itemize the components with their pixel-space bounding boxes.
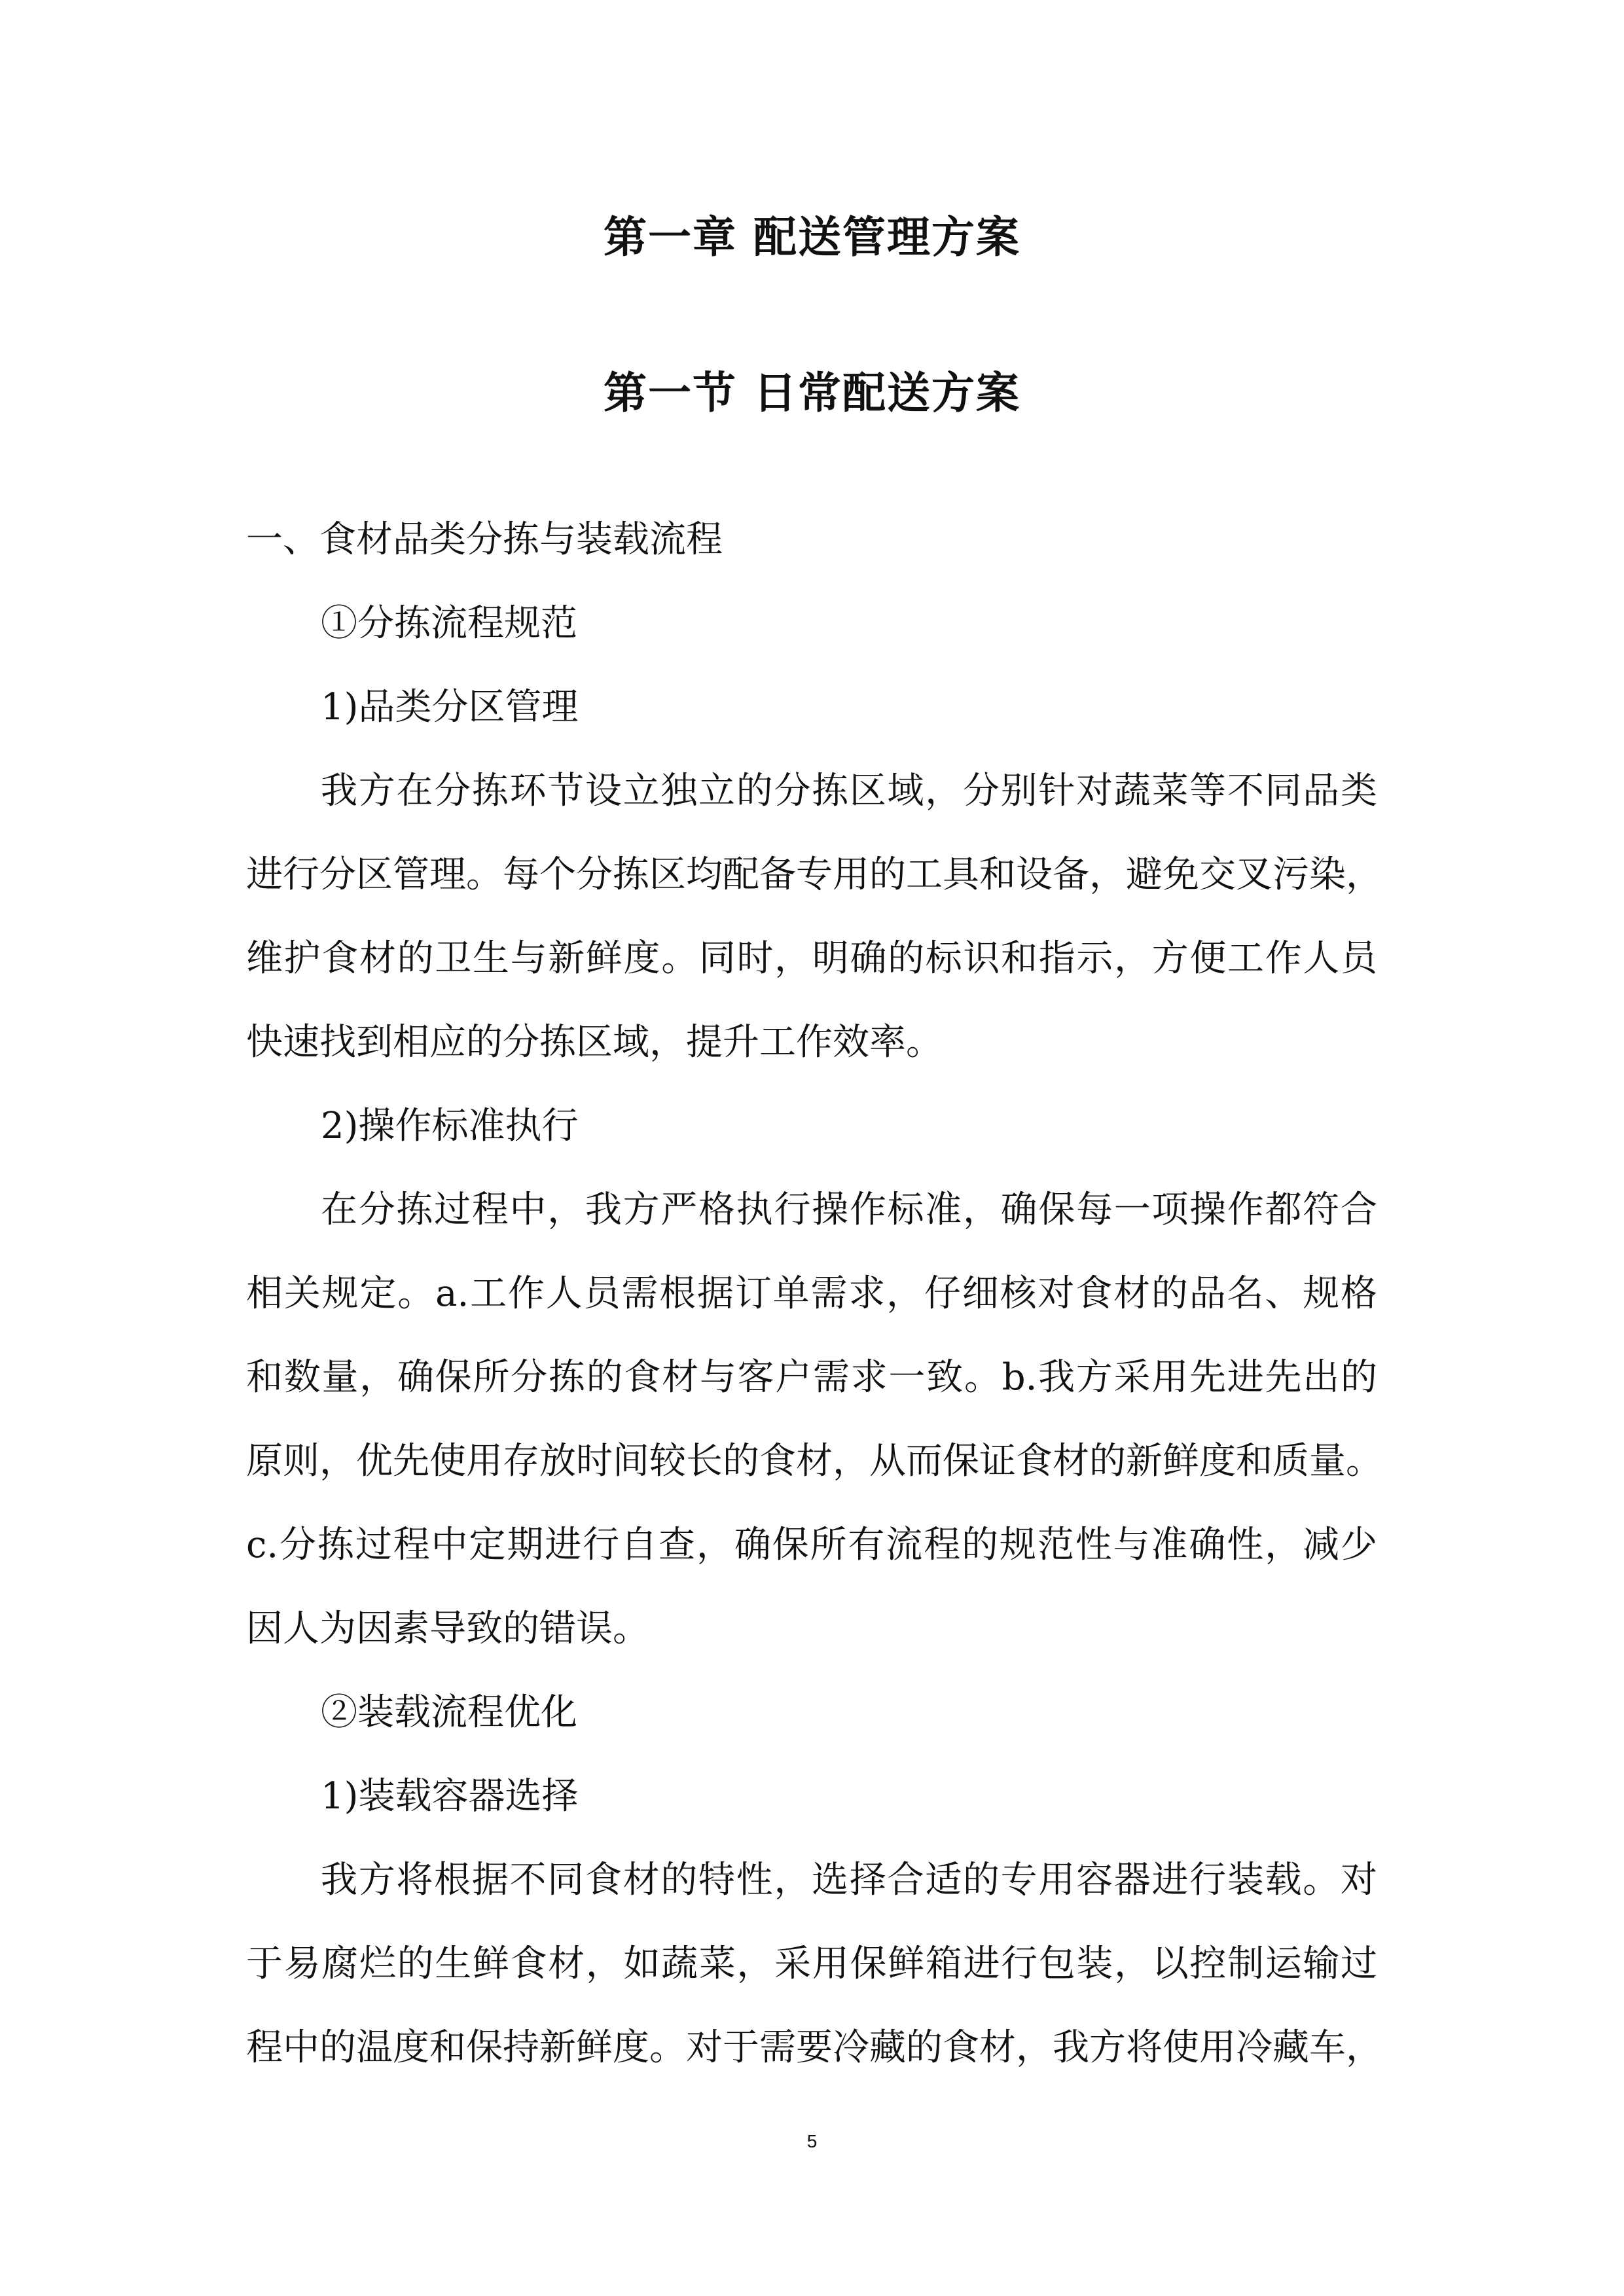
heading-level-3: 1)品类分区管理 bbox=[321, 686, 579, 728]
paragraph-line: 于易腐烂的生鲜食材，如蔬菜，采用保鲜箱进行包装，以控制运输过 bbox=[246, 1943, 1377, 1985]
paragraph-line: 相关规定。a.工作人员需根据订单需求，仔细核对食材的品名、规格 bbox=[246, 1272, 1377, 1315]
paragraph-line: 程中的温度和保持新鲜度。对于需要冷藏的食材，我方将使用冷藏车， bbox=[246, 2026, 1382, 2069]
paragraph-line: 快速找到相应的分拣区域，提升工作效率。 bbox=[246, 1021, 943, 1064]
heading-level-2: ①分拣流程规范 bbox=[321, 602, 577, 645]
heading-level-2: ②装载流程优化 bbox=[321, 1691, 577, 1734]
paragraph-line: 我方在分拣环节设立独立的分拣区域，分别针对蔬菜等不同品类 bbox=[321, 770, 1377, 812]
chapter-title: 第一章 配送管理方案 bbox=[604, 212, 1020, 262]
paragraph-line: c.分拣过程中定期进行自查，确保所有流程的规范性与准确性，减少 bbox=[246, 1524, 1377, 1566]
section-title: 第一节 日常配送方案 bbox=[604, 368, 1020, 418]
paragraph-line: 我方将根据不同食材的特性，选择合适的专用容器进行装载。对 bbox=[321, 1859, 1377, 1901]
paragraph-line: 原则，优先使用存放时间较长的食材，从而保证食材的新鲜度和质量。 bbox=[246, 1440, 1382, 1482]
heading-level-1: 一、食材品类分拣与装载流程 bbox=[246, 518, 723, 561]
page-number: 5 bbox=[806, 2131, 818, 2151]
paragraph-line: 维护食材的卫生与新鲜度。同时，明确的标识和指示，方便工作人员 bbox=[246, 937, 1377, 980]
paragraph-line: 在分拣过程中，我方严格执行操作标准，确保每一项操作都符合 bbox=[321, 1189, 1377, 1231]
paragraph-line: 进行分区管理。每个分拣区均配备专用的工具和设备，避免交叉污染， bbox=[246, 853, 1382, 896]
heading-level-3: 2)操作标准执行 bbox=[321, 1105, 579, 1147]
paragraph-line: 因人为因素导致的错误。 bbox=[246, 1607, 649, 1650]
heading-level-3: 1)装载容器选择 bbox=[321, 1775, 579, 1818]
paragraph-line: 和数量，确保所分拣的食材与客户需求一致。b.我方采用先进先出的 bbox=[246, 1356, 1377, 1399]
